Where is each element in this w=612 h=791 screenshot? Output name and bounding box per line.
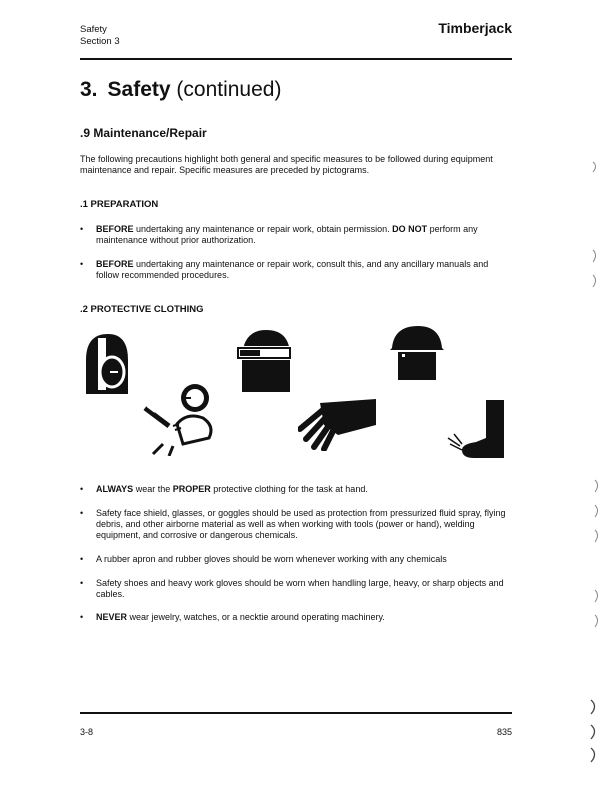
text: undertaking any maintenance or repair work, obtain permission. bbox=[133, 224, 393, 234]
list-item: • Safety shoes and heavy work gloves should be worn when handling large, heavy, or sharp objects and cables. bbox=[80, 578, 512, 600]
page-title bbox=[80, 78, 281, 102]
bold-text: BEFORE bbox=[96, 259, 134, 269]
header-section-name: Safety bbox=[80, 24, 107, 35]
list-item: • ALWAYS wear the PROPER protective clothing for the task at hand. bbox=[80, 484, 368, 494]
preparation-heading: .1 PREPARATION bbox=[80, 199, 159, 210]
list-item: • BEFORE undertaking any maintenance or repair work, obtain permission. DO NOT perform any maintenance without prior authorization. bbox=[80, 224, 478, 245]
bold-text: ALWAYS bbox=[96, 484, 134, 494]
bold-text: NEVER bbox=[96, 612, 128, 622]
title-number: 3. bbox=[80, 78, 98, 101]
glove-icon bbox=[298, 395, 378, 451]
text: protective clothing for the task at hand. bbox=[210, 484, 368, 494]
title-rest: (continued) bbox=[176, 78, 282, 101]
brand-name: Timberjack bbox=[438, 20, 512, 36]
text: undertaking any maintenance or repair work, consult this, and any ancillary manuals and follow recommended procedures. bbox=[96, 259, 489, 280]
list-item: • NEVER wear jewelry, watches, or a necktie around operating machinery. bbox=[80, 612, 385, 622]
title-bold: Safety bbox=[107, 78, 171, 101]
header-section bbox=[80, 24, 120, 48]
list-item: • A rubber apron and rubber gloves should be worn whenever working with any chemicals bbox=[80, 554, 512, 565]
footer-rule bbox=[80, 712, 512, 714]
text: wear the bbox=[133, 484, 173, 494]
bold-text: PROPER bbox=[172, 484, 211, 494]
list-item: • Safety face shield, glasses, or goggles should be used as protection from pressurized fluid spray, flying debris, and other airborne material as well as when working with tools (power or hand), welding equipment, and corrosive or dangerous chemicals. bbox=[80, 508, 512, 541]
goggles-icon bbox=[236, 328, 292, 392]
header-section-number: Section 3 bbox=[80, 36, 120, 47]
intro-paragraph: The following precautions highlight both general and specific measures to be followed during equipment maintenance and repair. Specific measures are preceded by pictograms. bbox=[80, 154, 493, 175]
bold-text: BEFORE bbox=[96, 224, 134, 234]
list-item: • BEFORE undertaking any maintenance or repair work, consult this, and any ancillary manuals and follow recommended procedures. bbox=[80, 259, 489, 280]
bold-text: DO NOT bbox=[392, 224, 428, 234]
welder-icon bbox=[143, 378, 219, 456]
safety-boot-icon bbox=[446, 398, 506, 458]
binding-holes-decoration bbox=[585, 140, 605, 780]
text: wear jewelry, watches, or a necktie around operating machinery. bbox=[127, 612, 385, 622]
text: perform any maintenance without prior authorization. bbox=[96, 224, 478, 245]
text: Safety shoes and heavy work gloves should be worn when handling large, heavy, or sharp objects and cables. bbox=[96, 578, 504, 599]
subheading: .9 Maintenance/Repair bbox=[80, 126, 207, 140]
text: A rubber apron and rubber gloves should be worn whenever working with any chemicals bbox=[96, 554, 447, 564]
ear-protection-icon bbox=[78, 330, 132, 394]
page-number: 3-8 bbox=[80, 727, 94, 737]
protective-clothing-heading: .2 PROTECTIVE CLOTHING bbox=[80, 304, 204, 315]
header-rule bbox=[80, 58, 512, 60]
document-code: 835 bbox=[496, 727, 512, 737]
hard-hat-icon bbox=[388, 324, 446, 382]
text: Safety face shield, glasses, or goggles should be used as protection from pressurized fluid spray, flying debris, and other airborne material as well as when working with tools (power or hand), welding equipment, and corrosive or dangerous chemicals. bbox=[96, 508, 506, 540]
